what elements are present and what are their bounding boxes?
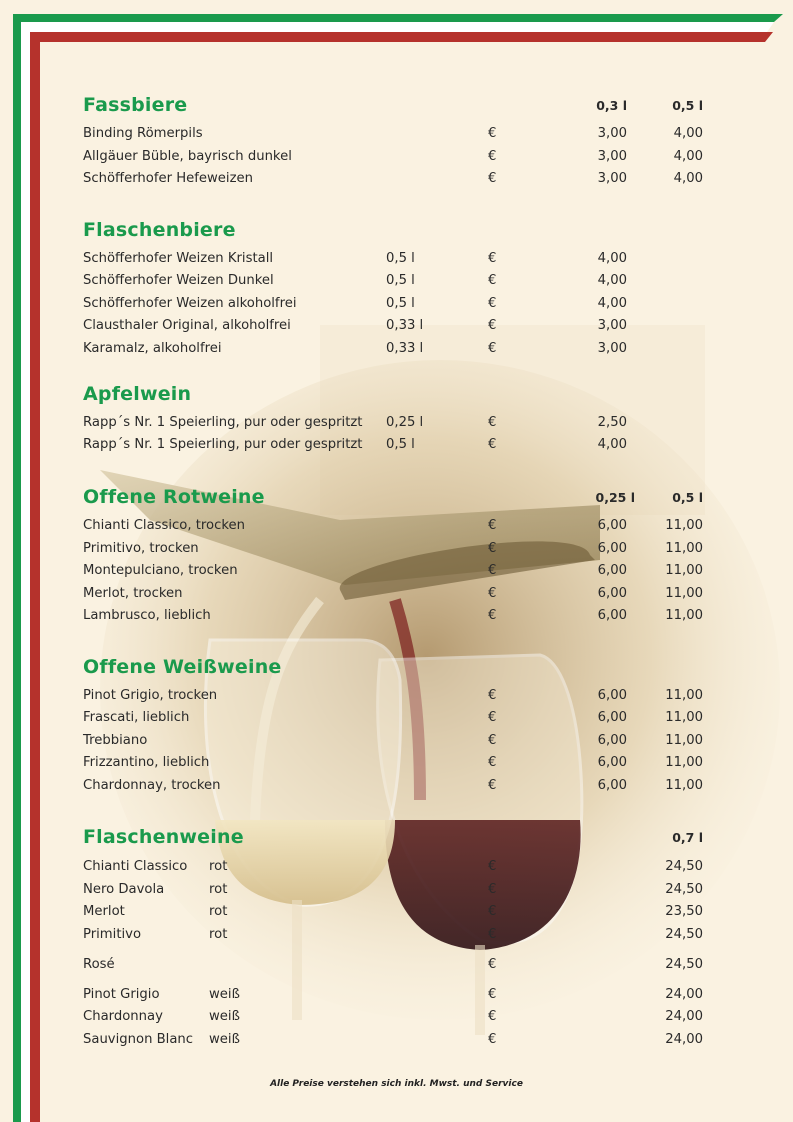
menu-row bbox=[83, 984, 723, 1006]
currency-symbol: € bbox=[488, 251, 497, 266]
price-2: 11,00 bbox=[665, 710, 703, 725]
menu-row bbox=[83, 583, 723, 605]
item-name: Rapp´s Nr. 1 Speierling, pur oder gespritzt bbox=[83, 437, 363, 452]
menu-row bbox=[83, 775, 723, 797]
currency-symbol: € bbox=[488, 608, 497, 623]
price-2: 11,00 bbox=[665, 608, 703, 623]
item-volume: 0,33 l bbox=[386, 318, 424, 333]
currency-symbol: € bbox=[488, 927, 497, 942]
price-2: 24,00 bbox=[665, 1032, 703, 1047]
wine-color: rot bbox=[209, 927, 228, 942]
currency-symbol: € bbox=[488, 778, 497, 793]
item-volume: 0,5 l bbox=[386, 273, 415, 288]
currency-symbol: € bbox=[488, 415, 497, 430]
size-header-2: 0,5 l bbox=[672, 98, 703, 113]
price-1: 6,00 bbox=[597, 541, 627, 556]
currency-symbol: € bbox=[488, 755, 497, 770]
menu-row bbox=[83, 560, 723, 582]
item-name: Schöfferhofer Weizen Kristall bbox=[83, 251, 274, 266]
currency-symbol: € bbox=[488, 882, 497, 897]
menu-row bbox=[83, 752, 723, 774]
section-title: Apfelwein bbox=[83, 383, 192, 405]
menu-row bbox=[83, 168, 723, 190]
item-name: Rapp´s Nr. 1 Speierling, pur oder gespritzt bbox=[83, 415, 363, 430]
menu-row bbox=[83, 1006, 723, 1028]
item-name: Schöfferhofer Hefeweizen bbox=[83, 171, 253, 186]
price-1: 2,50 bbox=[597, 415, 627, 430]
wine-color: rot bbox=[209, 882, 228, 897]
item-name: Karamalz, alkoholfrei bbox=[83, 341, 222, 356]
item-name: Nero Davola bbox=[83, 882, 165, 897]
section-title: Offene Weißweine bbox=[83, 656, 282, 678]
size-header-1: 0,3 l bbox=[596, 98, 627, 113]
item-name: Binding Römerpils bbox=[83, 126, 203, 141]
menu-row bbox=[83, 730, 723, 752]
currency-symbol: € bbox=[488, 733, 497, 748]
section-title: Offene Rotweine bbox=[83, 486, 265, 508]
menu-row bbox=[83, 270, 723, 292]
price-2: 24,50 bbox=[665, 859, 703, 874]
price-2: 11,00 bbox=[665, 518, 703, 533]
price-note-footer: Alle Preise verstehen sich inkl. Mwst. und Service bbox=[270, 1079, 523, 1089]
menu-row bbox=[83, 248, 723, 270]
item-volume: 0,25 l bbox=[386, 415, 424, 430]
menu-row bbox=[83, 123, 723, 145]
item-name: Chardonnay bbox=[83, 1009, 163, 1024]
price-1: 6,00 bbox=[597, 586, 627, 601]
currency-symbol: € bbox=[488, 296, 497, 311]
currency-symbol: € bbox=[488, 563, 497, 578]
price-2: 24,00 bbox=[665, 987, 703, 1002]
currency-symbol: € bbox=[488, 957, 497, 972]
menu-row bbox=[83, 954, 723, 976]
price-2: 11,00 bbox=[665, 586, 703, 601]
section-title: Fassbiere bbox=[83, 94, 188, 116]
price-1: 3,00 bbox=[597, 318, 627, 333]
menu-row bbox=[83, 434, 723, 456]
menu-row bbox=[83, 707, 723, 729]
price-1: 3,00 bbox=[597, 171, 627, 186]
currency-symbol: € bbox=[488, 541, 497, 556]
item-name: Schöfferhofer Weizen Dunkel bbox=[83, 273, 274, 288]
menu-row bbox=[83, 315, 723, 337]
price-1: 4,00 bbox=[597, 251, 627, 266]
item-name: Frascati, lieblich bbox=[83, 710, 190, 725]
price-2: 11,00 bbox=[665, 755, 703, 770]
menu-row bbox=[83, 605, 723, 627]
menu-row bbox=[83, 538, 723, 560]
item-name: Clausthaler Original, alkoholfrei bbox=[83, 318, 291, 333]
price-1: 3,00 bbox=[597, 341, 627, 356]
item-name: Merlot, trocken bbox=[83, 586, 183, 601]
currency-symbol: € bbox=[488, 1032, 497, 1047]
item-name: Chardonnay, trocken bbox=[83, 778, 221, 793]
item-name: Schöfferhofer Weizen alkoholfrei bbox=[83, 296, 297, 311]
price-1: 3,00 bbox=[597, 149, 627, 164]
item-volume: 0,5 l bbox=[386, 437, 415, 452]
item-volume: 0,33 l bbox=[386, 341, 424, 356]
currency-symbol: € bbox=[488, 518, 497, 533]
price-1: 4,00 bbox=[597, 273, 627, 288]
item-name: Lambrusco, lieblich bbox=[83, 608, 211, 623]
menu-row bbox=[83, 901, 723, 923]
price-2: 11,00 bbox=[665, 563, 703, 578]
price-1: 6,00 bbox=[597, 688, 627, 703]
currency-symbol: € bbox=[488, 126, 497, 141]
wine-color: rot bbox=[209, 904, 228, 919]
menu-row bbox=[83, 1029, 723, 1051]
item-name: Primitivo bbox=[83, 927, 142, 942]
price-1: 6,00 bbox=[597, 733, 627, 748]
item-name: Trebbiano bbox=[83, 733, 148, 748]
price-2: 11,00 bbox=[665, 733, 703, 748]
currency-symbol: € bbox=[488, 586, 497, 601]
item-name: Rosé bbox=[83, 957, 115, 972]
price-2: 24,50 bbox=[665, 927, 703, 942]
item-name: Primitivo, trocken bbox=[83, 541, 199, 556]
menu-row bbox=[83, 515, 723, 537]
item-name: Chianti Classico, trocken bbox=[83, 518, 246, 533]
menu-row bbox=[83, 879, 723, 901]
wine-color: weiß bbox=[209, 1009, 240, 1024]
item-volume: 0,5 l bbox=[386, 251, 415, 266]
price-1: 3,00 bbox=[597, 126, 627, 141]
price-2: 4,00 bbox=[673, 149, 703, 164]
price-1: 6,00 bbox=[597, 710, 627, 725]
item-name: Merlot bbox=[83, 904, 125, 919]
currency-symbol: € bbox=[488, 171, 497, 186]
currency-symbol: € bbox=[488, 1009, 497, 1024]
size-header-1: 0,25 l bbox=[595, 490, 635, 505]
price-2: 4,00 bbox=[673, 126, 703, 141]
currency-symbol: € bbox=[488, 437, 497, 452]
price-1: 6,00 bbox=[597, 778, 627, 793]
currency-symbol: € bbox=[488, 987, 497, 1002]
item-name: Frizzantino, lieblich bbox=[83, 755, 210, 770]
wine-color: rot bbox=[209, 859, 228, 874]
menu-row bbox=[83, 338, 723, 360]
item-name: Chianti Classico bbox=[83, 859, 188, 874]
price-1: 6,00 bbox=[597, 608, 627, 623]
menu-row bbox=[83, 146, 723, 168]
price-1: 4,00 bbox=[597, 296, 627, 311]
menu-row bbox=[83, 293, 723, 315]
price-2: 11,00 bbox=[665, 778, 703, 793]
price-1: 6,00 bbox=[597, 755, 627, 770]
price-1: 6,00 bbox=[597, 563, 627, 578]
menu-row bbox=[83, 924, 723, 946]
menu-row bbox=[83, 412, 723, 434]
price-1: 6,00 bbox=[597, 518, 627, 533]
section-title: Flaschenbiere bbox=[83, 219, 236, 241]
item-name: Pinot Grigio bbox=[83, 987, 160, 1002]
price-2: 23,50 bbox=[665, 904, 703, 919]
price-1: 4,00 bbox=[597, 437, 627, 452]
size-header-2: 0,5 l bbox=[672, 490, 703, 505]
menu-row bbox=[83, 685, 723, 707]
currency-symbol: € bbox=[488, 904, 497, 919]
item-name: Allgäuer Büble, bayrisch dunkel bbox=[83, 149, 292, 164]
menu-row bbox=[83, 856, 723, 878]
section-title: Flaschenweine bbox=[83, 826, 244, 848]
currency-symbol: € bbox=[488, 688, 497, 703]
item-name: Pinot Grigio, trocken bbox=[83, 688, 218, 703]
size-header-2: 0,7 l bbox=[672, 830, 703, 845]
currency-symbol: € bbox=[488, 149, 497, 164]
price-2: 11,00 bbox=[665, 541, 703, 556]
price-2: 24,50 bbox=[665, 957, 703, 972]
currency-symbol: € bbox=[488, 318, 497, 333]
price-2: 4,00 bbox=[673, 171, 703, 186]
currency-symbol: € bbox=[488, 710, 497, 725]
item-name: Montepulciano, trocken bbox=[83, 563, 238, 578]
price-2: 11,00 bbox=[665, 688, 703, 703]
price-2: 24,50 bbox=[665, 882, 703, 897]
item-volume: 0,5 l bbox=[386, 296, 415, 311]
currency-symbol: € bbox=[488, 341, 497, 356]
price-2: 24,00 bbox=[665, 1009, 703, 1024]
wine-color: weiß bbox=[209, 987, 240, 1002]
currency-symbol: € bbox=[488, 273, 497, 288]
wine-color: weiß bbox=[209, 1032, 240, 1047]
item-name: Sauvignon Blanc bbox=[83, 1032, 194, 1047]
currency-symbol: € bbox=[488, 859, 497, 874]
